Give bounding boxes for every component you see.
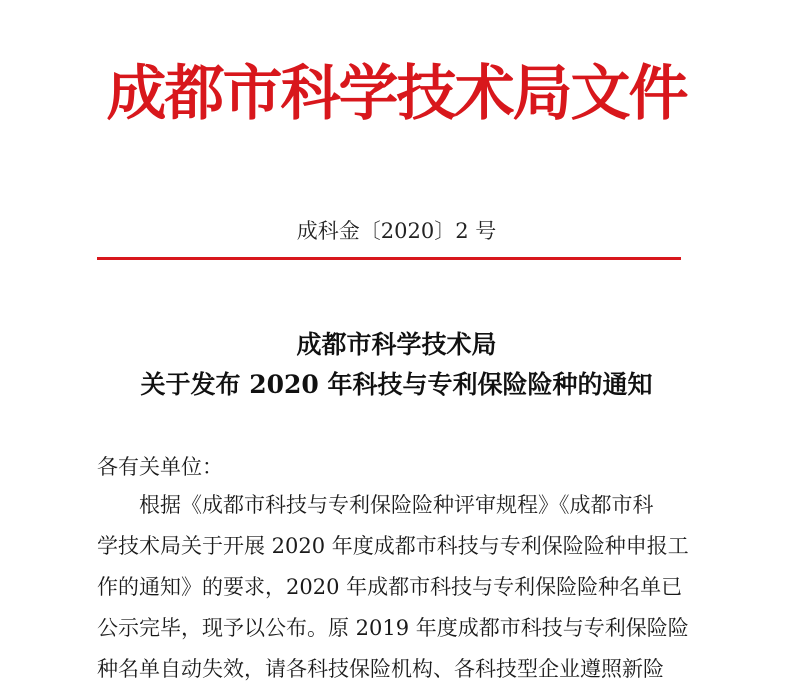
notice-title-line-1: 成都市科学技术局 bbox=[296, 330, 497, 359]
salutation: 各有关单位： bbox=[97, 455, 223, 479]
red-divider-line bbox=[97, 257, 681, 260]
body-line-1: 根据《成都市科技与专利保险险种评审规程》《成都市科 bbox=[139, 493, 654, 517]
body-line-2: 学技术局关于开展 2020 年度成都市科技与专利保险险种申报工 bbox=[97, 534, 689, 558]
body-line-5: 种名单自动失效，请各科技保险机构、各科技型企业遵照新险 bbox=[97, 657, 664, 681]
body-line-4: 公示完毕，现予以公布。原 2019 年度成都市科技与专利保险险 bbox=[97, 616, 689, 640]
notice-title-line-2: 关于发布 2020 年科技与专利保险险种的通知 bbox=[140, 370, 653, 399]
masthead-title: 成都市科学技术局文件 bbox=[106, 59, 687, 129]
body-line-3: 作的通知》的要求，2020 年成都市科技与专利保险险种名单已 bbox=[97, 575, 683, 599]
document-number: 成科金〔2020〕2 号 bbox=[296, 219, 497, 243]
